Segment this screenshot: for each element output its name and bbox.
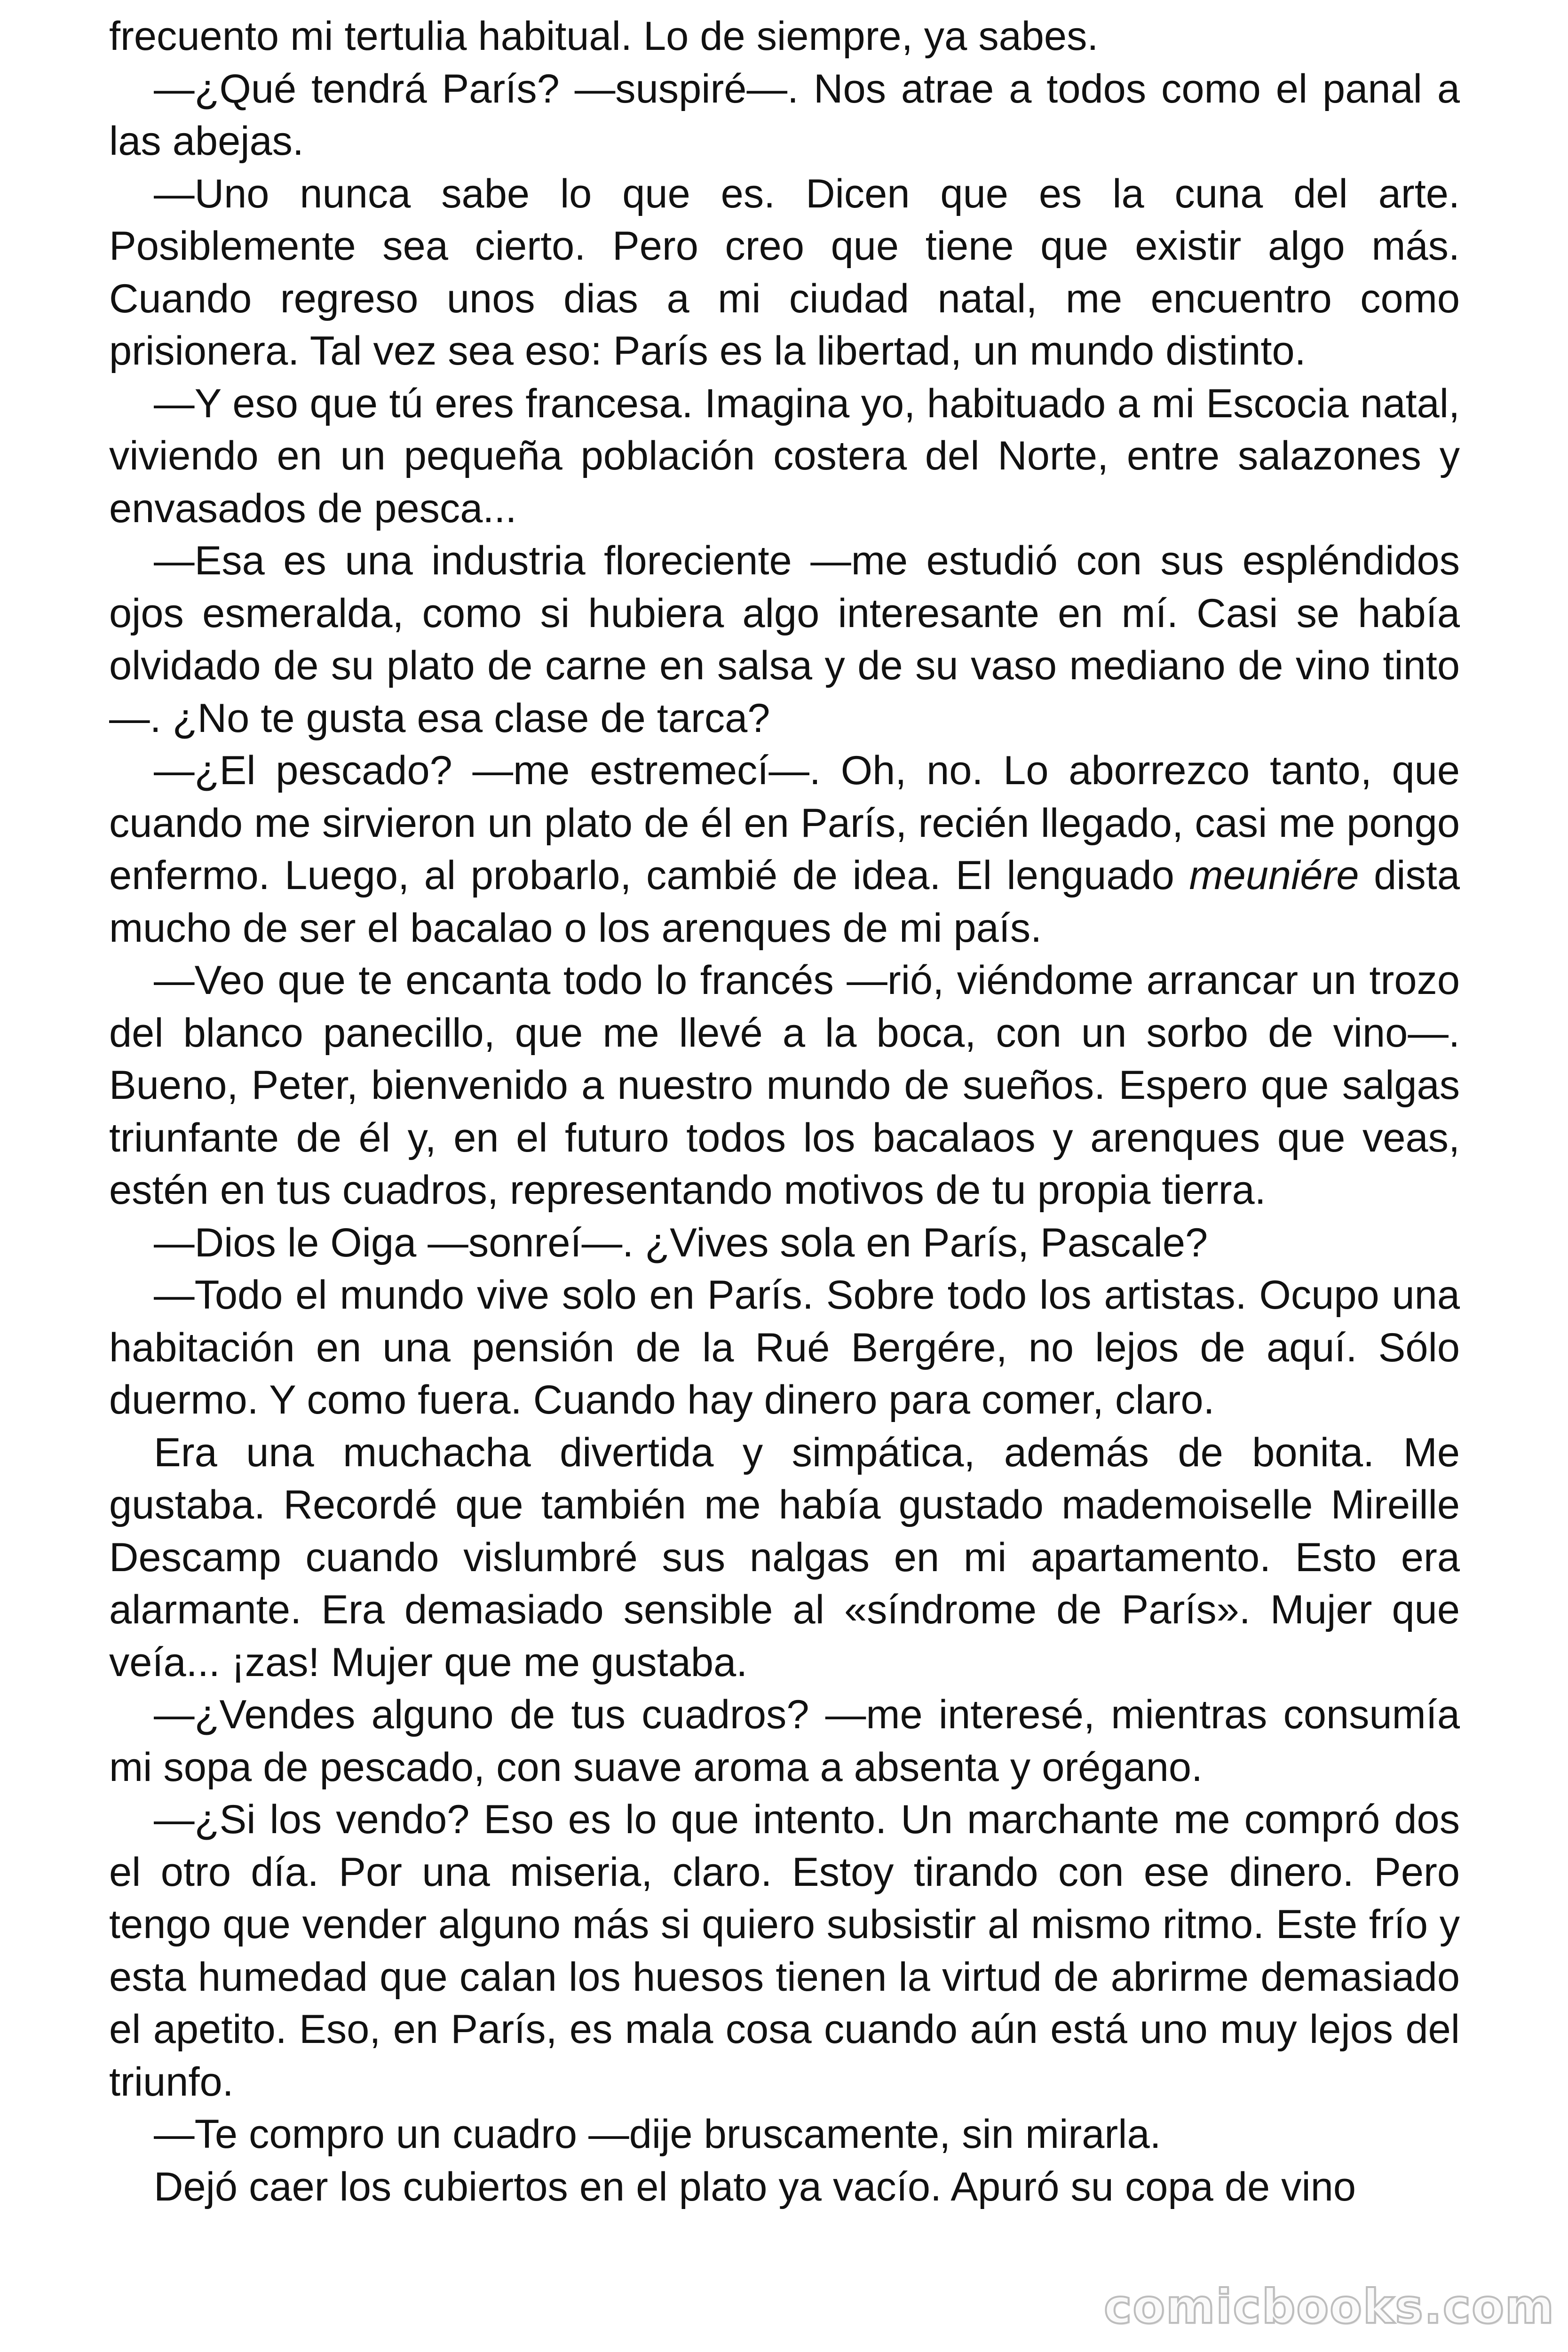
paragraph: —Veo que te encanta todo lo francés —rió, viéndome arrancar un trozo del blanco panecillo, que me llevé a la boca, con un sorbo de vino—. Bueno, Peter, bienvenido a nuestro mundo de sueños. Espero que salgas triunfante de él y, en el futuro todos los bacalaos y arenques que veas, estén en tus cuadros, representando motivos de tu propia tierra. [109,958,1460,1213]
watermark: comicbooks.com [1104,2279,1555,2334]
body-text [109,10,1460,2213]
italic-word: meuniére [1189,853,1359,898]
paragraph: —Te compro un cuadro —dije bruscamente, sin mirarla. [154,2112,1161,2157]
paragraph: frecuento mi tertulia habitual. Lo de siempre, ya sabes. [109,14,1099,59]
paragraph: Dejó caer los cubiertos en el plato ya vacío. Apuró su copa de vino [154,2164,1356,2209]
paragraph: Era una muchacha divertida y simpática, además de bonita. Me gustaba. Recordé que también me había gustado mademoiselle Mireille Descamp cuando vislumbré sus nalgas en mi apartamento. Esto era alarmante. Era demasiado sensible al «síndrome de París». Mujer que veía... ¡zas! Mujer que me gustaba. [109,1430,1460,1685]
paragraph: —Y eso que tú eres francesa. Imagina yo, habituado a mi Escocia natal, viviendo en un pequeña población costera del Norte, entre salazones y envasados de pesca... [109,381,1460,531]
paragraph: —¿Qué tendrá París? —suspiré—. Nos atrae a todos como el panal a las abejas. [109,66,1460,164]
paragraph-text: —¿El pescado? —me estremecí—. Oh, no. Lo aborrezco tanto, que cuando me sirvieron un plato de él en París, recién llegado, casi me pongo enfermo. Luego, al probarlo, cambié de idea. El lenguado [109,748,1460,898]
paragraph-text: dista mucho de ser el bacalao o los arenques de mi país. [109,853,1460,951]
paragraph: —¿Vendes alguno de tus cuadros? —me interesé, mientras consumía mi sopa de pescado, con suave aroma a absenta y orégano. [109,1692,1460,1790]
paragraph: —Esa es una industria floreciente —me estudió con sus espléndidos ojos esmeralda, como si hubiera algo interesante en mí. Casi se había olvidado de su plato de carne en salsa y de su vaso mediano de vino tinto—. ¿No te gusta esa clase de tarca? [109,538,1460,741]
paragraph: —¿Si los vendo? Eso es lo que intento. Un marchante me compró dos el otro día. Por una miseria, claro. Estoy tirando con ese dinero. Pero tengo que vender alguno más si quiero subsistir al mismo ritmo. Este frío y esta humedad que calan los huesos tienen la virtud de abrirme demasiado el apetito. Eso, en París, es mala cosa cuando aún está uno muy lejos del triunfo. [109,1797,1460,2105]
paragraph: —Todo el mundo vive solo en París. Sobre todo los artistas. Ocupo una habitación en una pensión de la Rué Bergére, no lejos de aquí. Sólo duermo. Y como fuera. Cuando hay dinero para comer, claro. [109,1272,1460,1422]
paragraph: —Dios le Oiga —sonreí—. ¿Vives sola en París, Pascale? [154,1220,1208,1265]
paragraph: —Uno nunca sabe lo que es. Dicen que es la cuna del arte. Posiblemente sea cierto. Pero creo que tiene que existir algo más. Cuando regreso unos dias a mi ciudad natal, me encuentro como prisionera. Tal vez sea eso: París es la libertad, un mundo distinto. [109,171,1460,373]
paragraph [109,745,1460,954]
